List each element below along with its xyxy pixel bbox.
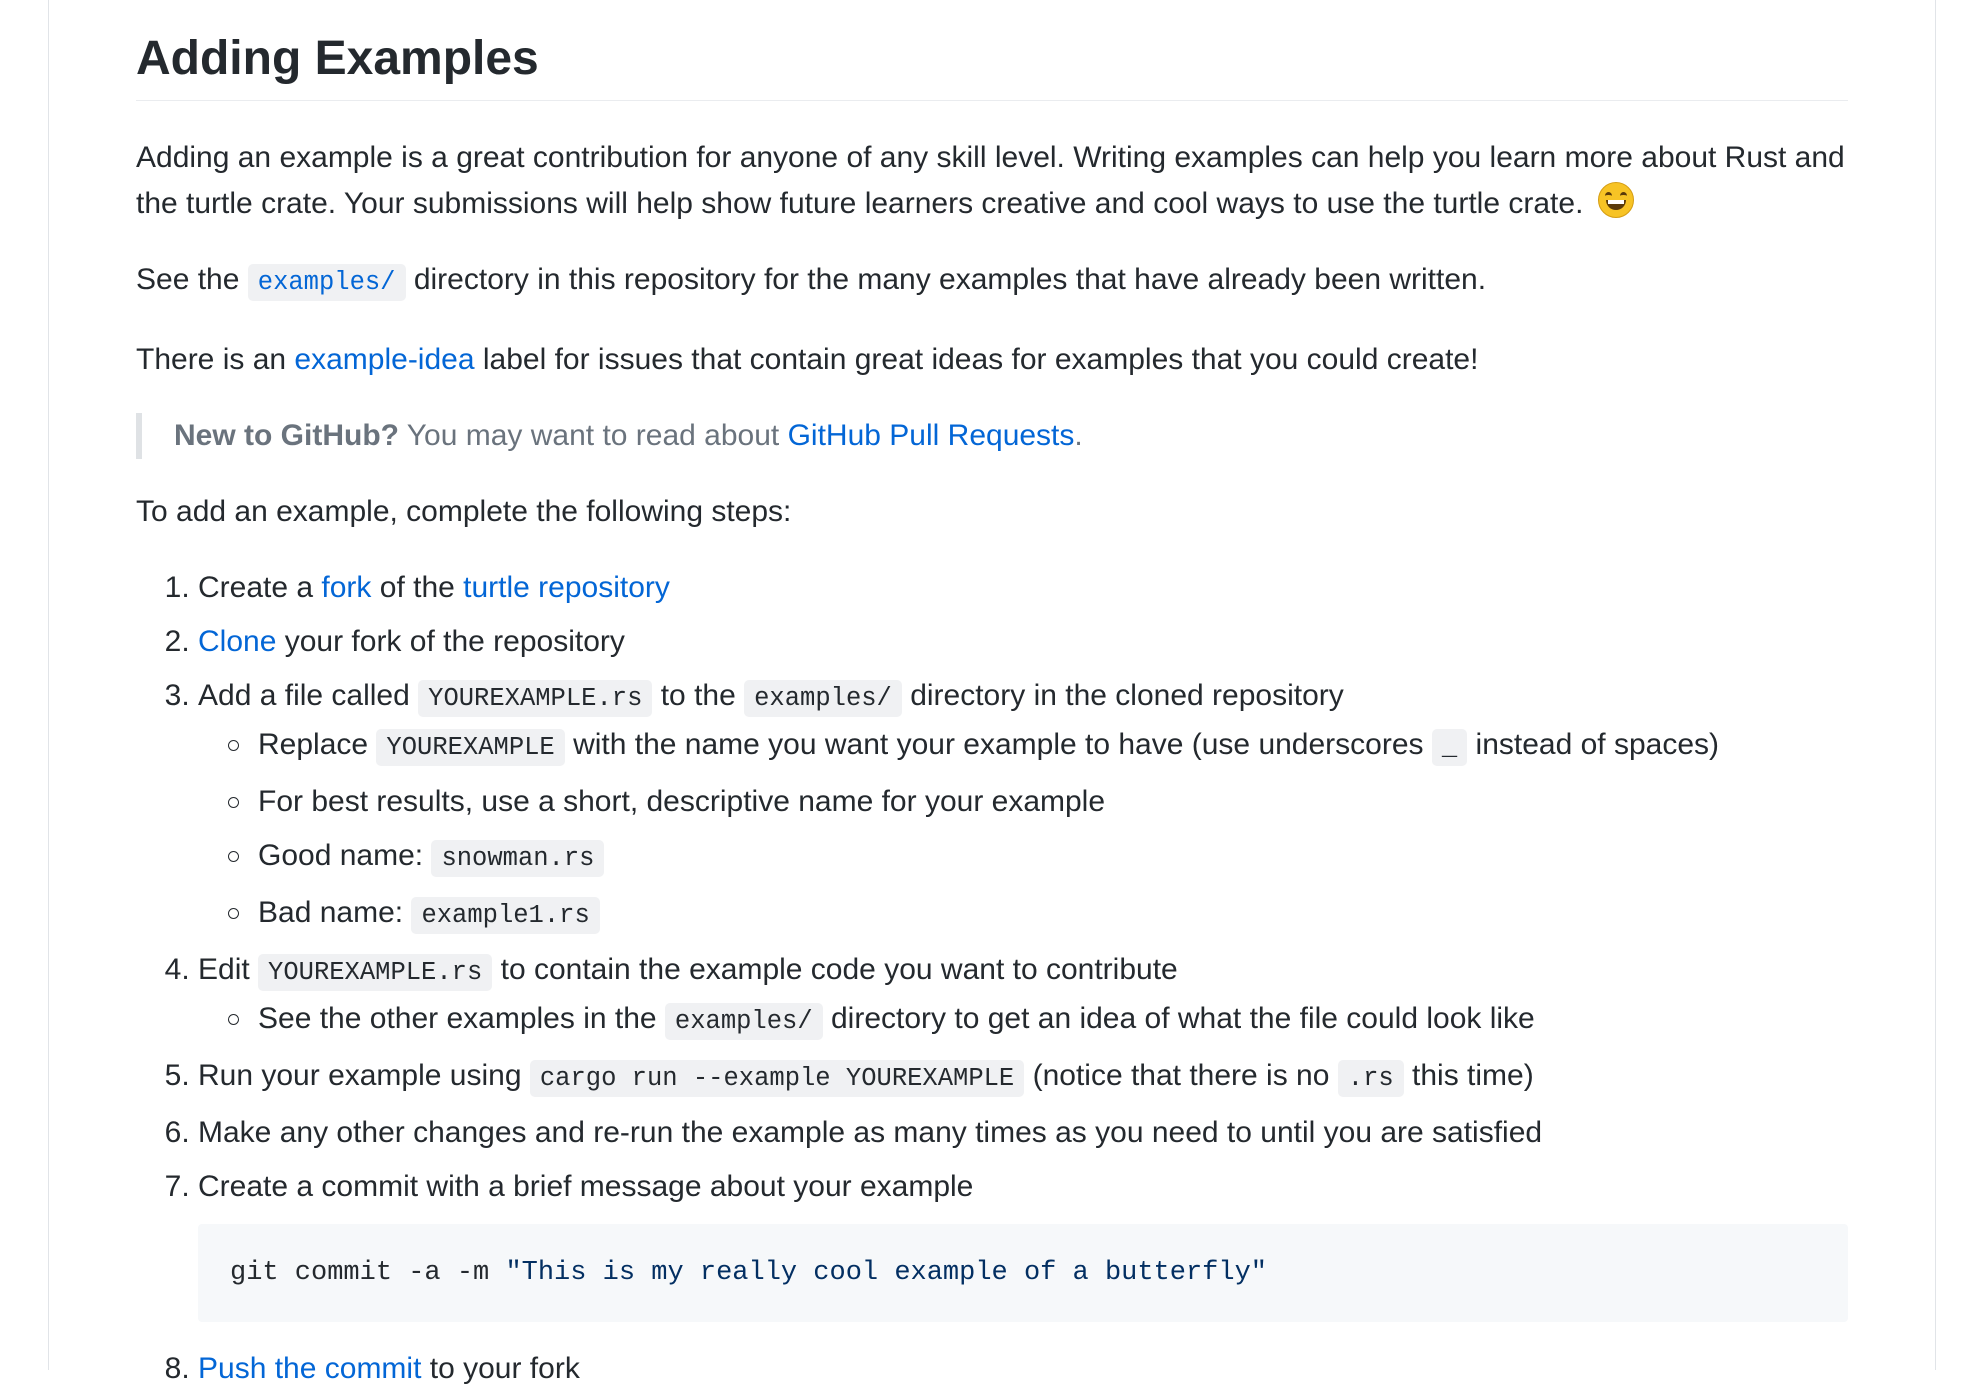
text: See the other examples in the [258,1002,665,1035]
intro-text: Adding an example is a great contribution for anyone of any skill level. Writing examples can help you learn more about Rust and the turtle crate. Your submissions will help show future learners creative and cool ways to use the turtle crate. [136,141,1845,220]
text: to your fork [421,1352,580,1385]
push-the-commit-link[interactable]: Push the commit [198,1352,422,1385]
text: There is an [136,343,295,376]
text: with the name you want your example to have (use underscores [564,728,1432,761]
text: directory in the cloned repository [901,679,1344,712]
step-3-sublist [198,722,1848,939]
step-1 [198,565,1848,611]
github-pull-requests-link[interactable]: GitHub Pull Requests [787,419,1075,452]
step-7 [198,1164,1848,1322]
code-yourexample-rs: YOUREXAMPLE.rs [418,680,652,717]
intro-paragraph [136,135,1848,227]
github-tip-quote [136,413,1848,459]
text: to the [652,679,745,712]
code-examples-dir: examples/ [744,680,902,717]
code-rs-ext: .rs [1338,1060,1404,1097]
list-item: For best results, use a short, descriptive name for your example [258,779,1848,825]
step-4 [198,947,1848,1045]
git-commit-code-block [198,1224,1848,1322]
clone-link[interactable]: Clone [198,625,277,658]
list-item [258,890,1848,939]
text: Replace [258,728,377,761]
text: this time) [1403,1059,1534,1092]
code-examples-dir: examples/ [665,1003,823,1040]
code-command: git commit -a -m [230,1258,506,1288]
section-heading: Adding Examples [136,28,1848,101]
steps-list [136,565,1848,1392]
examples-dir-link[interactable] [248,263,406,296]
text: Create a commit with a brief message about your example [198,1170,974,1203]
text: . [1074,419,1083,452]
text: Edit [198,953,259,986]
step-6: 6. Make any other changes and re-run the example as many times as you need to until you are satisfied [198,1110,1848,1156]
text: Good name: [258,839,432,872]
code-string: "This is my really cool example of a butterfly" [505,1258,1267,1288]
code-snowman: snowman.rs [431,840,604,877]
step-3 [198,673,1848,939]
example-idea-link[interactable]: example-idea [294,343,475,376]
step-4-sublist [198,996,1848,1045]
text: your fork of the repository [276,625,625,658]
text: Run your example using [198,1059,530,1092]
step-2 [198,619,1848,665]
code-underscore: _ [1432,729,1467,766]
turtle-repository-link[interactable]: turtle repository [463,571,670,604]
readme-content [136,0,1848,1400]
list-item [258,996,1848,1045]
text: label for issues that contain great ideas for examples that you could create! [474,343,1479,376]
quote-strong: New to GitHub? [174,419,399,452]
code-example1: example1.rs [411,897,599,934]
code-yourexample: YOUREXAMPLE [376,729,564,766]
examples-dir-paragraph [136,257,1848,306]
steps-intro: To add an example, complete the following steps: [136,495,792,528]
code-examples-dir: examples/ [248,264,406,301]
text: instead of spaces) [1467,728,1719,761]
text: to contain the example code you want to contribute [492,953,1178,986]
list-item [258,833,1848,882]
text: Create a [198,571,322,604]
text: directory in this repository for the many examples that have already been written. [405,263,1487,296]
text: Bad name: [258,896,412,929]
list-item [258,722,1848,771]
text: Add a file called [198,679,419,712]
step-5 [198,1053,1848,1102]
fork-link[interactable]: fork [321,571,372,604]
text: See the [136,263,248,296]
example-idea-paragraph [136,337,1848,383]
code-cargo-run: cargo run --example YOUREXAMPLE [530,1060,1024,1097]
smile-emoji-icon [1598,182,1634,218]
text: directory to get an idea of what the file could look like [822,1002,1535,1035]
text: You may want to read about [398,419,788,452]
step-8 [198,1346,1848,1392]
text: of the [371,571,464,604]
text: (notice that there is no [1024,1059,1338,1092]
code-yourexample-rs: YOUREXAMPLE.rs [258,954,492,991]
